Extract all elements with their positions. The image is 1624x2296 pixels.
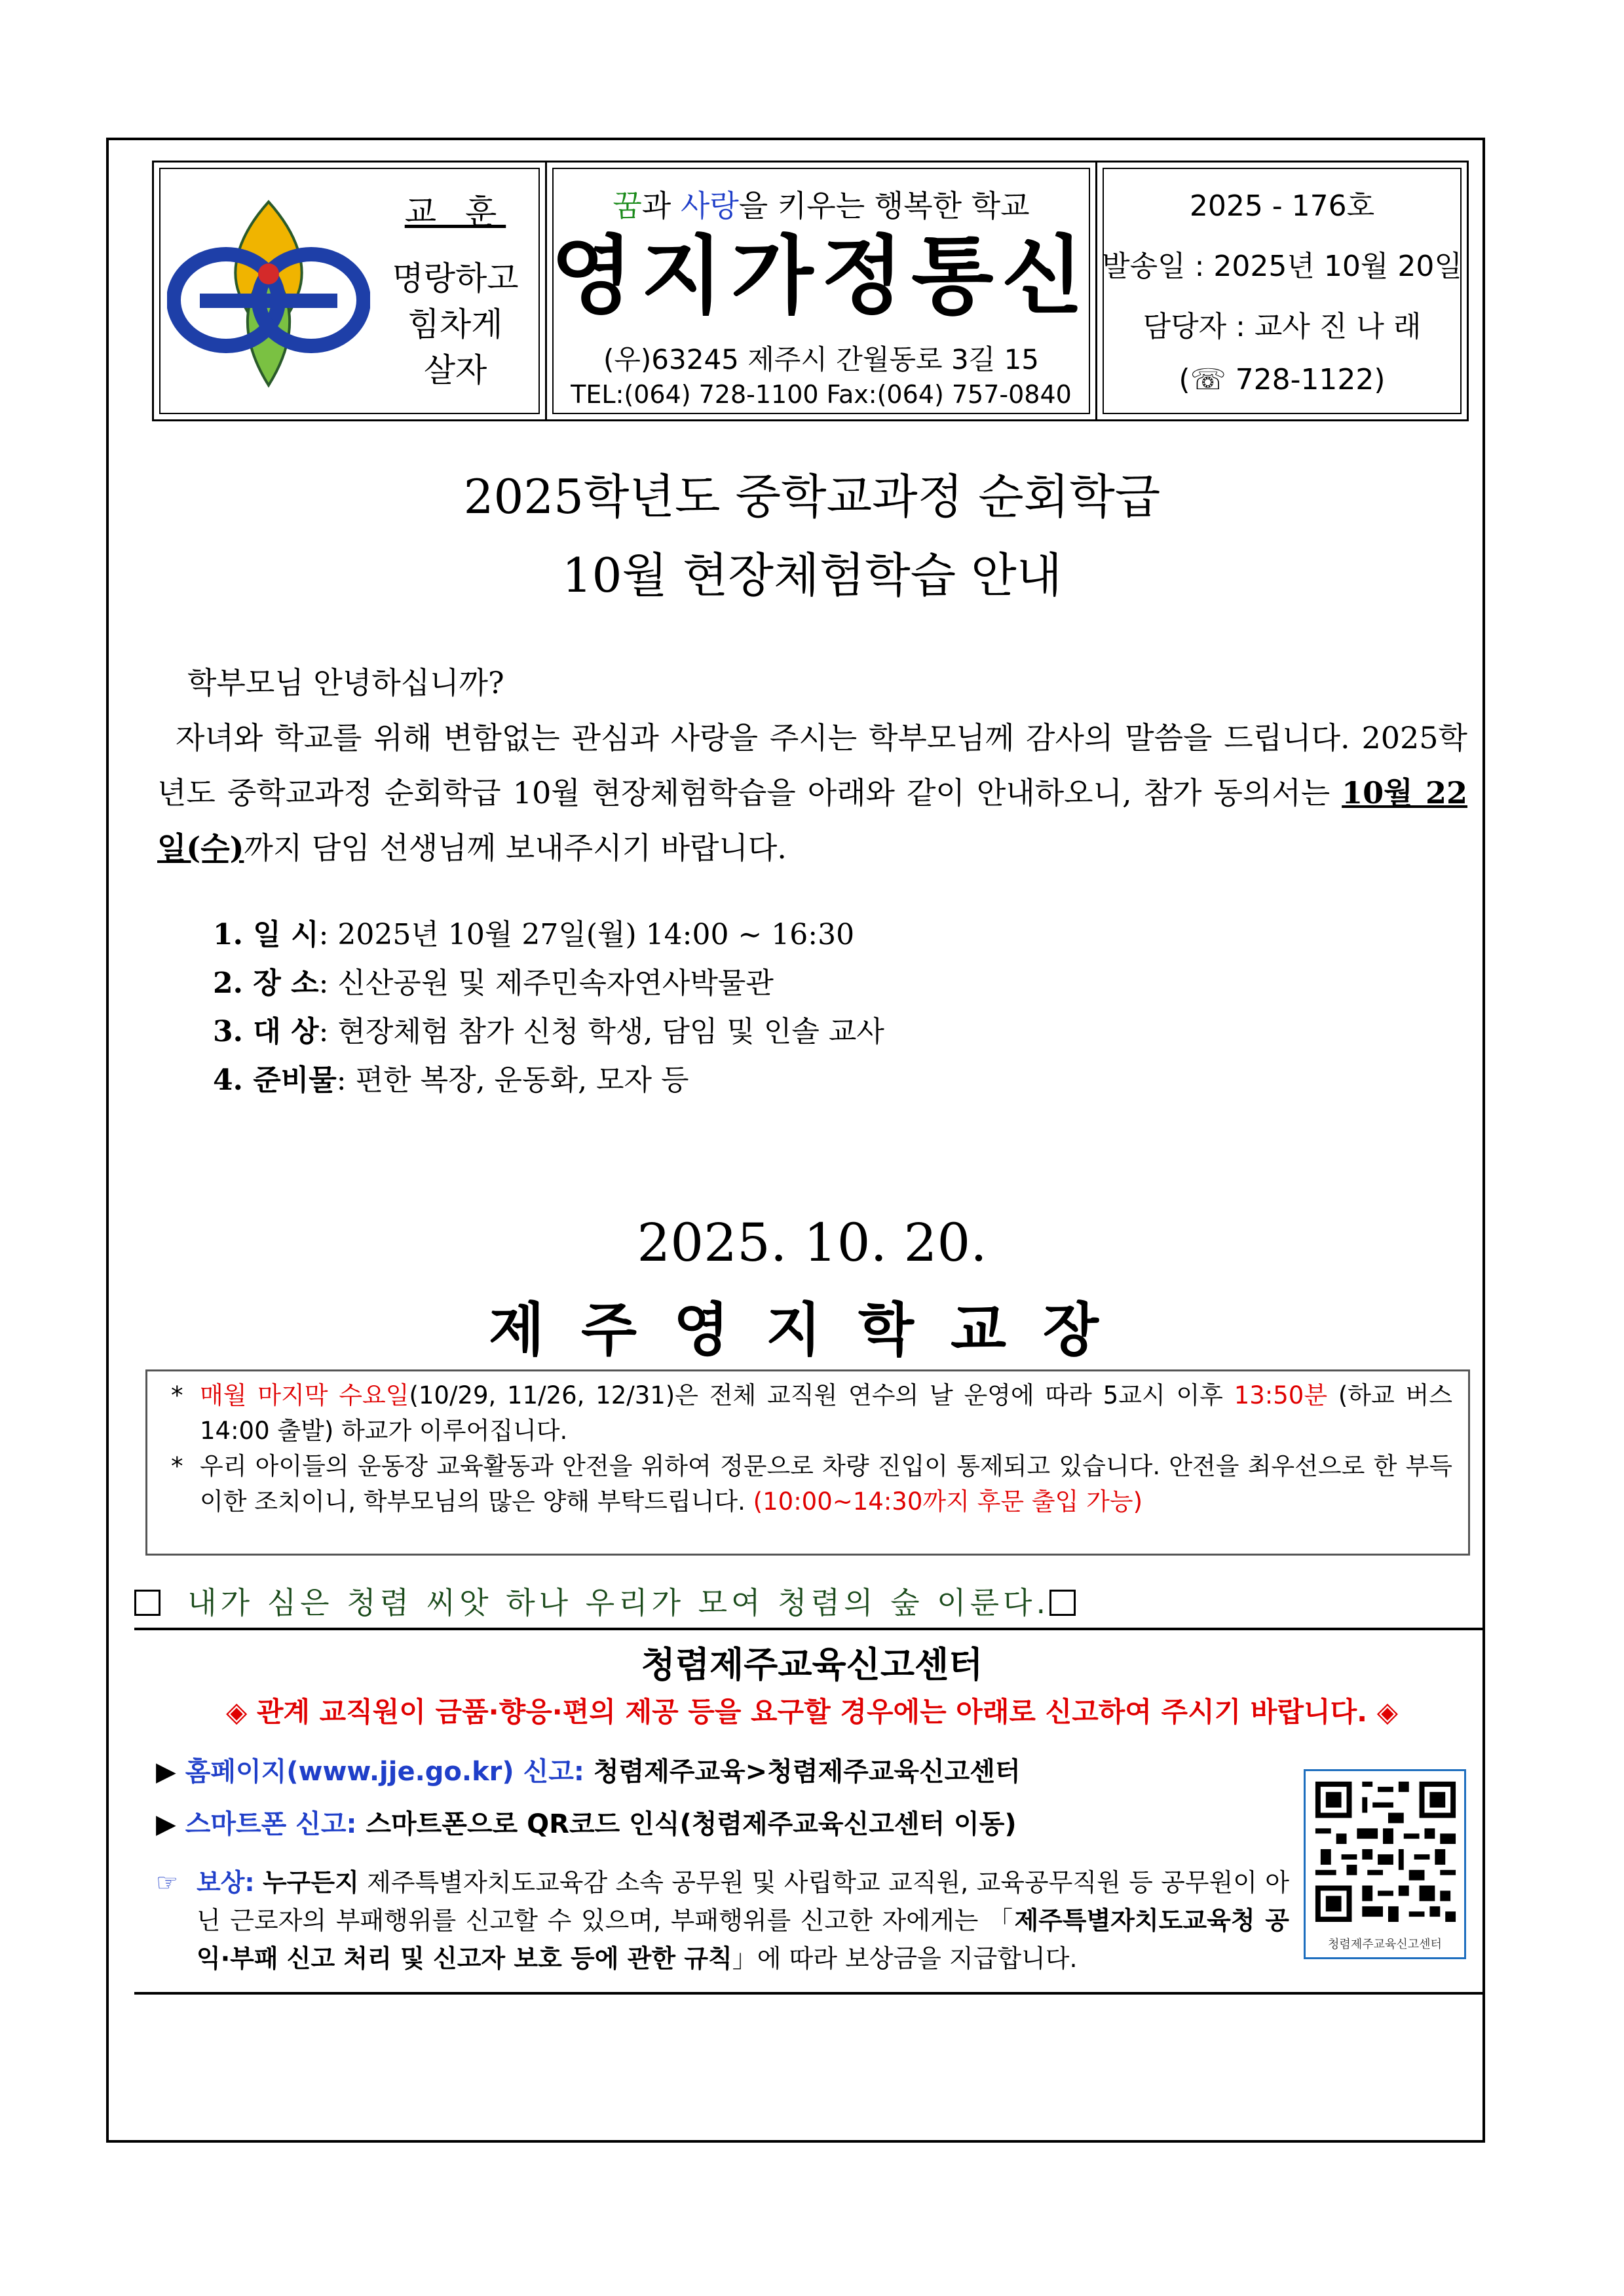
motto-line: 살자	[423, 351, 487, 389]
deadline: 10월 22일(수)	[157, 775, 1468, 866]
notice-item: * 우리 아이들의 운동장 교육활동과 안전을 위하여 정문으로 차량 진입이 통제되고 있습니다. 안전을 최우선으로 한 부득이한 조치이니, 학부모님의 많은 양해 부탁드립니다. (10:00~14:30까지 후문 출입 가능)	[171, 1452, 1452, 1516]
slogan: 꿈과 사랑을 키우는 행복한 학교	[613, 188, 1030, 223]
doc-title-line1: 2025학년도 중학교과정 순회학급	[463, 469, 1161, 524]
list-item: 1. 일 시: 2025년 10월 27일(월) 14:00 ~ 16:30	[213, 918, 855, 951]
issue-date: 2025. 10. 20.	[637, 1212, 987, 1273]
list-item: 3. 대 상: 현장체험 참가 신청 학생, 담임 및 인솔 교사	[213, 1015, 884, 1048]
list-item: 2. 장 소: 신산공원 및 제주민속자연사박물관	[213, 966, 774, 1000]
pointing-hand-icon: ☞	[156, 1868, 179, 1897]
body-text	[157, 655, 1467, 875]
send-date: 발송일 : 2025년 10월 20일	[1102, 250, 1462, 283]
letterhead	[152, 161, 1469, 421]
qr-code-icon	[1310, 1776, 1461, 1927]
reward-text: ☞ 보상: 누구든지 제주특별자치도교육감 소속 공무원 및 사립학교 교직원, 교육공무직원 등 공무원이 아닌 근로자의 부패행위를 신고할 수 있으며, 부패행위를 신고한 자에게는 「제주특별자치도교육청 공익·부패 신고 처리 및 신고자 보호 등에 관한 규칙」에 따라 보상금을 지급합니다.	[156, 1864, 1289, 1978]
issue-number: 2025 - 176호	[1189, 189, 1375, 223]
issue-cell	[1097, 163, 1467, 419]
info-list	[213, 911, 884, 1105]
list-item: 4. 준비물: 편한 복장, 운동화, 모자 등	[213, 1063, 689, 1097]
phone-report-line: ▶ 스마트폰 신고: 스마트폰으로 QR코드 인식(청렴제주교육신고센터 이동)	[156, 1809, 1017, 1839]
newsletter-title: 영지가정통신	[550, 226, 1092, 326]
motto-line: 힘차게	[407, 305, 503, 343]
divider	[134, 1628, 1484, 1630]
checkbox-icon	[134, 1590, 161, 1616]
greeting: 학부모님 안녕하십니까?	[187, 665, 504, 700]
report-center-title: 청렴제주교육신고센터	[641, 1644, 983, 1685]
masthead-cell	[547, 163, 1097, 419]
integrity-slogan: 내가 심은 청렴 씨앗 하나 우리가 모여 청렴의 숲 이룬다.	[134, 1579, 1076, 1622]
school-logo	[167, 195, 370, 392]
contact-phone: (☏ 728-1122)	[1179, 363, 1386, 396]
motto-title: 교 훈	[404, 193, 506, 231]
motto-line: 명랑하고	[392, 259, 519, 297]
web-report-line: ▶ 홈페이지(www.jje.go.kr) 신고: 청렴제주교육>청렴제주교육신고센터	[156, 1757, 1021, 1787]
report-center-subtitle: ◈ 관계 교직원이 금품·향응·편의 제공 등을 요구할 경우에는 아래로 신고하여 주시기 바랍니다. ◈	[225, 1696, 1399, 1728]
contact-person: 담당자 : 교사 진 나 래	[1142, 310, 1422, 343]
notice-box	[145, 1369, 1470, 1556]
divider	[134, 1992, 1484, 1995]
school-motto	[377, 189, 534, 393]
page-frame	[106, 138, 1485, 2143]
checkbox-icon	[1049, 1590, 1076, 1616]
school-contact: TEL:(064) 728-1100 Fax:(064) 757-0840	[571, 380, 1072, 409]
motto-cell	[154, 163, 547, 419]
principal-signature: 제주영지학교장	[488, 1295, 1136, 1364]
qr-caption: 청렴제주교육신고센터	[1328, 1938, 1442, 1951]
qr-code[interactable]	[1304, 1769, 1466, 1959]
doc-title-line2: 10월 현장체험학습 안내	[561, 548, 1063, 603]
notice-item: * 매월 마지막 수요일(10/29, 11/26, 12/31)은 전체 교직원 연수의 날 운영에 따라 5교시 이후 13:50분 (하교 버스 14:00 출발) 하교가 이루어집니다.	[171, 1381, 1452, 1445]
body-paragraph: 자녀와 학교를 위해 변함없는 관심과 사랑을 주시는 학부모님께 감사의 말씀을 드립니다. 2025학년도 중학교과정 순회학급 10월 현장체험학습을 아래와 같이 안내하오니, 참가 동의서는 10월 22일(수)까지 담임 선생님께 보내주시기 바랍니다.	[157, 720, 1468, 866]
school-address: (우)63245 제주시 간월동로 3길 15	[603, 343, 1040, 375]
